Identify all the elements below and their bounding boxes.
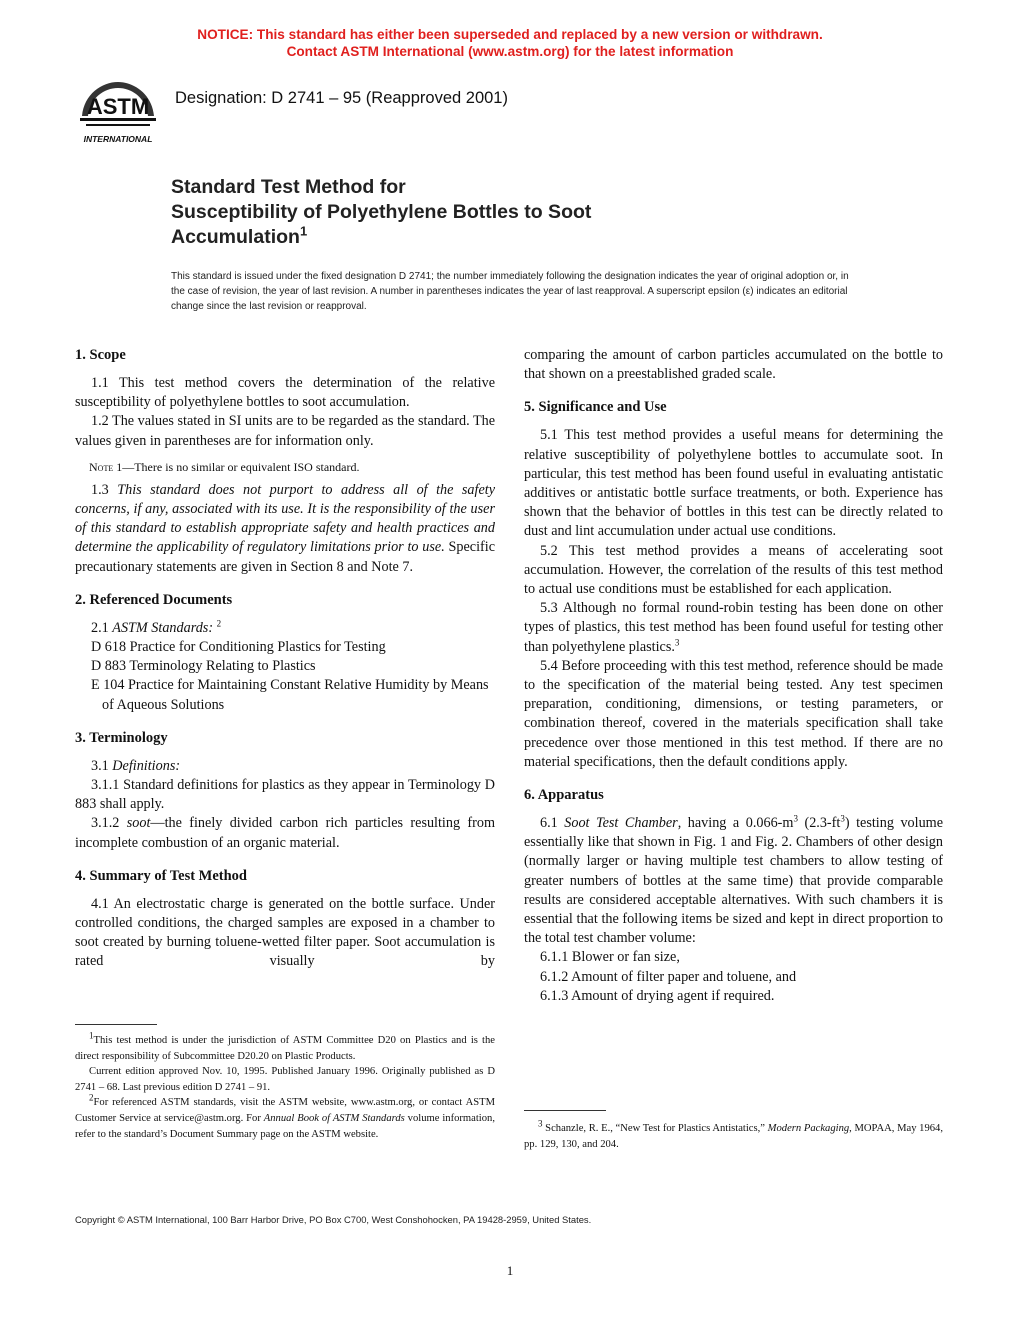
footnote-3-sup: 3 xyxy=(538,1118,543,1129)
footnote-rule-left xyxy=(75,1024,157,1025)
para-5-1: 5.1 This test method provides a useful means for determining the relative susceptibility of polyethylene bottles to accumulate soot. In particular, this test method has been found useful in evaluating antistatic additives or antistatic bottle surface treatments, or both. Experience has shown that the behavior of bottles in this test can be directly related to dust and lint accumulation under actual use conditions. xyxy=(524,427,943,540)
para-6-1-a: , having a 0.066-m xyxy=(677,815,794,832)
para-3-1-num: 3.1 xyxy=(91,757,113,774)
section-heading-significance: 5. Significance and Use xyxy=(524,399,667,416)
right-column xyxy=(524,346,943,1006)
footnote-3a-text: Schanzle, R. E., “New Test for Plastics Antistatics,” xyxy=(545,1123,768,1134)
para-1-1: 1.1 This test method covers the determination of the relative susceptibility of polyethylene bottles to soot accumulation. xyxy=(75,375,495,411)
para-2-1-num: 2.1 xyxy=(91,619,113,636)
ref-d618: D 618 Practice for Conditioning Plastics for Testing xyxy=(91,639,386,656)
section-heading-summary: 4. Summary of Test Method xyxy=(75,867,247,884)
section-heading-apparatus: 6. Apparatus xyxy=(524,787,604,804)
logo-letters: ASTM xyxy=(86,94,150,119)
para-5-3 xyxy=(524,599,943,657)
footnote-2a-text: For referenced ASTM standards, visit the ASTM website, www.astm.org, or contact ASTM Customer Service at service@astm.org. For xyxy=(75,1097,495,1124)
para-1-3 xyxy=(75,481,495,577)
para-6-1-3: 6.1.3 Amount of drying agent if required. xyxy=(540,987,775,1004)
section-heading-referenced: 2. Referenced Documents xyxy=(75,591,233,608)
footnote-rule-right xyxy=(524,1110,606,1111)
para-6-1-2: 6.1.2 Amount of filter paper and toluene, and xyxy=(540,968,797,985)
note-text: 1—There is no similar or equivalent ISO standard. xyxy=(113,459,360,474)
footnote-3-italic: Modern Packaging xyxy=(767,1123,850,1134)
para-1-3-italic: This standard does not purport to address all of the safety concerns, if any, associated with its use. It is the responsibility of the user of this standard to establish appropriate safety and health practices and determine the applicability of regulatory limitations prior to use. xyxy=(75,481,495,556)
footnote-1b: Current edition approved Nov. 10, 1995. Published January 1996. Originally published as D 2741 – 68. Last previous edition D 2741 – 91. xyxy=(75,1066,495,1093)
para-6-1-italic: Soot Test Chamber xyxy=(564,815,678,832)
designation: Designation: D 2741 – 95 (Reapproved 2001) xyxy=(175,89,508,107)
para-4-1: 4.1 An electrostatic charge is generated on the bottle surface. Under controlled conditions, the charged samples are exposed in a chamber to soot created by burning toluene-wetted filter paper. Soot accumulation is rated visually by xyxy=(75,895,495,970)
footnote-1-sup: 1 xyxy=(89,1030,94,1041)
footnote-1a-text: This test method is under the jurisdiction of ASTM Committee D20 on Plastics and is the direct responsibility of Subcommittee D20.20 on Plastic Products. xyxy=(75,1035,495,1062)
title-line-3 xyxy=(171,225,591,250)
para-6-1-sup2: 3 xyxy=(840,813,845,824)
para-6-1-1: 6.1.1 Blower or fan size, xyxy=(540,949,680,966)
astm-logo xyxy=(76,76,160,148)
footnote-2b-text: volume information, refer to the standard’s Document Summary page on the ASTM website. xyxy=(75,1112,495,1140)
supersede-notice xyxy=(0,26,1020,60)
ref-e104: E 104 Practice for Maintaining Constant Relative Humidity by Means of Aqueous Solutions xyxy=(91,677,489,713)
title-footnote-mark: 1 xyxy=(299,223,308,239)
notice-line-1: NOTICE: This standard has either been superseded and replaced by a new version or withdrawn. xyxy=(197,27,823,42)
para-3-1-2 xyxy=(75,814,495,852)
ref-d883: D 883 Terminology Relating to Plastics xyxy=(91,658,316,675)
left-column xyxy=(75,346,495,972)
footnote-2 xyxy=(75,1092,495,1142)
para-5-2: 5.2 This test method provides a means of accelerating soot accumulation. However, the correlation of the results of this test method to actual use conditions must be established for each application. xyxy=(524,542,943,598)
title-line-3-text: Accumulation xyxy=(171,226,300,248)
para-3-1-2-rest: —the finely divided carbon rich particles resulting from incomplete combustion of an organic material. xyxy=(75,815,496,851)
footnote-3b-text: , MOPAA, May 1964, pp. 129, 130, and 204. xyxy=(524,1123,943,1150)
para-3-1 xyxy=(75,757,495,776)
page-number: 1 xyxy=(506,1263,514,1278)
para-6-1-num: 6.1 xyxy=(540,815,565,832)
logo-caption: INTERNATIONAL xyxy=(83,134,153,144)
para-5-3-sup: 3 xyxy=(674,636,680,647)
footnote-3 xyxy=(524,1118,943,1152)
para-5-3-text: 5.3 Although no formal round-robin testing has been done on other types of plastics, this test method has been found useful for testing other than polyethylene plastics. xyxy=(524,600,943,655)
para-6-1-b: (2.3-ft xyxy=(797,815,841,832)
para-3-1-italic: Definitions: xyxy=(112,757,181,774)
para-3-1-1: 3.1.1 Standard definitions for plastics as they appear in Terminology D 883 shall apply. xyxy=(75,777,495,813)
note-1 xyxy=(75,459,495,475)
para-1-3-rest: Specific precautionary statements are given in Section 8 and Note 7. xyxy=(75,539,496,575)
footnote-1a xyxy=(75,1030,495,1064)
issue-note: This standard is issued under the fixed designation D 2741; the number immediately following the designation indicates the year of original adoption or, in the case of revision, the year of last revision. A number in parentheses indicates the year of last reapproval. A superscript epsilon (ε) indicates an editorial change since the last revision or reapproval. xyxy=(171,271,849,312)
para-1-2: 1.2 The values stated in SI units are to be regarded as the standard. The values given in parentheses are for information only. xyxy=(75,413,495,449)
para-2-1-italic: ASTM Standards: xyxy=(112,619,214,636)
document-title xyxy=(171,175,591,250)
para-6-1 xyxy=(524,814,943,948)
para-3-1-2-italic: soot xyxy=(126,815,151,832)
para-2-1 xyxy=(75,619,495,638)
footnote-2-sup: 2 xyxy=(89,1092,94,1103)
section-heading-scope: 1. Scope xyxy=(75,347,126,363)
para-1-3-num: 1.3 xyxy=(91,481,118,498)
title-line-1: Standard Test Method for xyxy=(171,176,406,198)
note-label: Note xyxy=(89,459,114,474)
footnote-2-italic: Annual Book of ASTM Standards xyxy=(263,1112,405,1124)
footnotes-left xyxy=(75,1030,495,1142)
para-3-1-2-num: 3.1.2 xyxy=(91,815,127,832)
para-2-1-sup: 2 xyxy=(216,618,222,629)
section-heading-terminology: 3. Terminology xyxy=(75,729,168,746)
title-line-2: Susceptibility of Polyethylene Bottles to Soot xyxy=(171,201,592,223)
footnotes-right xyxy=(524,1118,943,1152)
para-5-4: 5.4 Before proceeding with this test method, reference should be made to the specification of the material being tested. Any test specimen preparation, conditioning, dimensions, or testing parameters, or combination thereof, covered in the materials specification shall take precedence over those mentioned in this test method. If there are no material specifications, then the default conditions apply. xyxy=(524,657,943,770)
para-6-1-sup1: 3 xyxy=(793,813,798,824)
notice-line-2: Contact ASTM International (www.astm.org) for the latest information xyxy=(286,44,734,59)
para-6-1-c: ) testing volume essentially like that shown in Fig. 1 and Fig. 2. Chambers of other design (normally larger or having multiple test chambers to allow testing of greater numbers of bottles at the same time) that provide comparable results are considered acceptable alternatives. With such chambers it is essential that the following items be sized and kept in direct proportion to the total test chamber volume: xyxy=(524,815,943,947)
para-4-1-continued: comparing the amount of carbon particles accumulated on the bottle to that shown on a preestablished graded scale. xyxy=(524,347,943,383)
copyright: Copyright © ASTM International, 100 Barr Harbor Drive, PO Box C700, West Conshohocken, PA 19428-2959, United States. xyxy=(75,1214,592,1225)
